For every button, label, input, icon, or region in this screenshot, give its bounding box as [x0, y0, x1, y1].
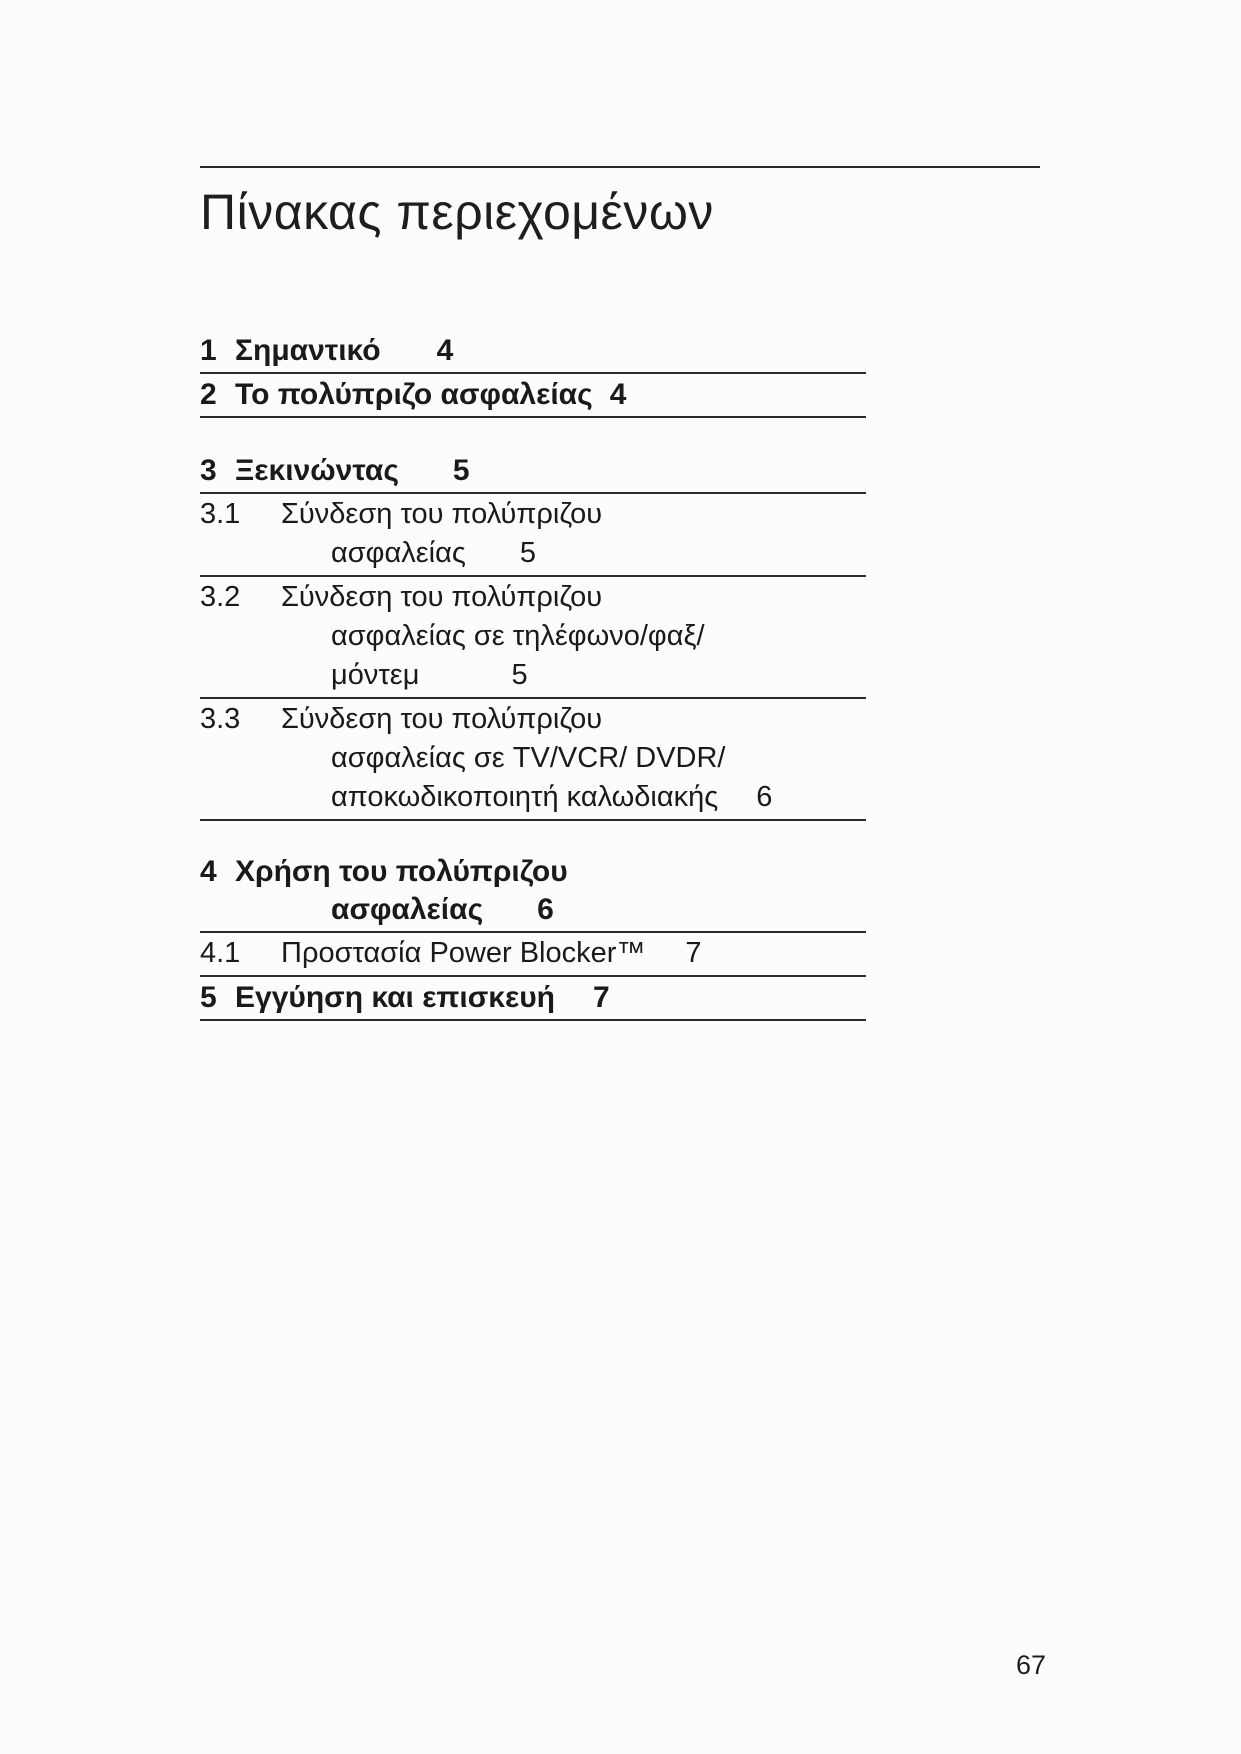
- toc-entry-page: 4: [609, 378, 627, 411]
- toc-entry-body: [281, 934, 702, 973]
- toc-entry-3-2[interactable]: [200, 577, 866, 699]
- toc-entry-3[interactable]: [200, 450, 866, 494]
- toc-entry-line: Χρήση του πολύπριζου: [235, 855, 568, 888]
- page-number: 67: [1016, 1650, 1047, 1680]
- table-of-contents: [200, 330, 866, 1021]
- toc-entry-line: ασφαλείας σε TV/VCR/ DVDR/: [331, 742, 726, 774]
- toc-entry-4[interactable]: [200, 851, 866, 933]
- toc-entry-line: Σύνδεση του πολύπριζου: [281, 581, 603, 613]
- toc-entry-page: 7: [685, 937, 702, 969]
- toc-entry-line-text: αποκωδικοποιητή καλωδιακής: [331, 781, 719, 813]
- toc-entry-3-3[interactable]: [200, 699, 866, 821]
- toc-entry-3-1[interactable]: [200, 494, 866, 577]
- toc-entry-number: 4.1: [200, 937, 241, 969]
- toc-entry-number: 5: [200, 981, 217, 1014]
- toc-entry-body: [281, 495, 602, 573]
- toc-entry-line: Σύνδεση του πολύπριζου: [281, 703, 603, 735]
- toc-entry-number: 4: [200, 855, 217, 888]
- toc-entry-number: 3.1: [200, 498, 241, 530]
- toc-entry-title: Το πολύπριζο ασφαλείας: [235, 378, 593, 411]
- toc-entry-line: ασφαλείας σε τηλέφωνο/φαξ/: [331, 620, 705, 652]
- toc-entry-page: 6: [537, 893, 554, 926]
- toc-entry-2[interactable]: [200, 374, 866, 418]
- toc-entry-line: [281, 656, 705, 695]
- toc-entry-1[interactable]: [200, 330, 866, 374]
- toc-entry-body: [281, 700, 772, 817]
- toc-entry-number: 3.3: [200, 703, 241, 735]
- toc-entry-line: [281, 534, 602, 573]
- title-rule: [200, 166, 1040, 168]
- page-title: Πίνακας περιεχομένων: [200, 184, 714, 240]
- toc-entry-title: Σημαντικό: [235, 334, 381, 367]
- toc-entry-number: 3.2: [200, 581, 241, 613]
- toc-entry-line: [281, 778, 772, 817]
- toc-entry-5[interactable]: [200, 977, 866, 1021]
- toc-entry-line-text: ασφαλείας: [331, 893, 484, 926]
- toc-entry-page: 7: [593, 981, 610, 1014]
- toc-entry-page: 6: [756, 781, 773, 813]
- toc-entry-title: Ξεκινώντας: [235, 454, 399, 487]
- toc-entry-line: [235, 891, 568, 929]
- toc-entry-title: Εγγύηση και επισκευή: [235, 981, 556, 1014]
- toc-entry-body: [235, 853, 568, 929]
- toc-entry-number: 2: [200, 378, 217, 411]
- toc-entry-page: 5: [511, 659, 528, 691]
- toc-entry-number: 1: [200, 334, 217, 367]
- toc-entry-page: 4: [436, 334, 454, 367]
- toc-entry-line-text: ασφαλείας: [331, 537, 466, 569]
- toc-entry-body: [281, 578, 705, 695]
- toc-entry-4-1[interactable]: [200, 933, 866, 977]
- toc-entry-line-text: μόντεμ: [331, 659, 420, 691]
- toc-entry-number: 3: [200, 454, 217, 487]
- toc-entry-page: 5: [519, 537, 536, 569]
- toc-entry-title: Προστασία Power Blocker™: [281, 937, 646, 969]
- toc-entry-page: 5: [452, 454, 470, 487]
- toc-entry-line: Σύνδεση του πολύπριζου: [281, 498, 603, 530]
